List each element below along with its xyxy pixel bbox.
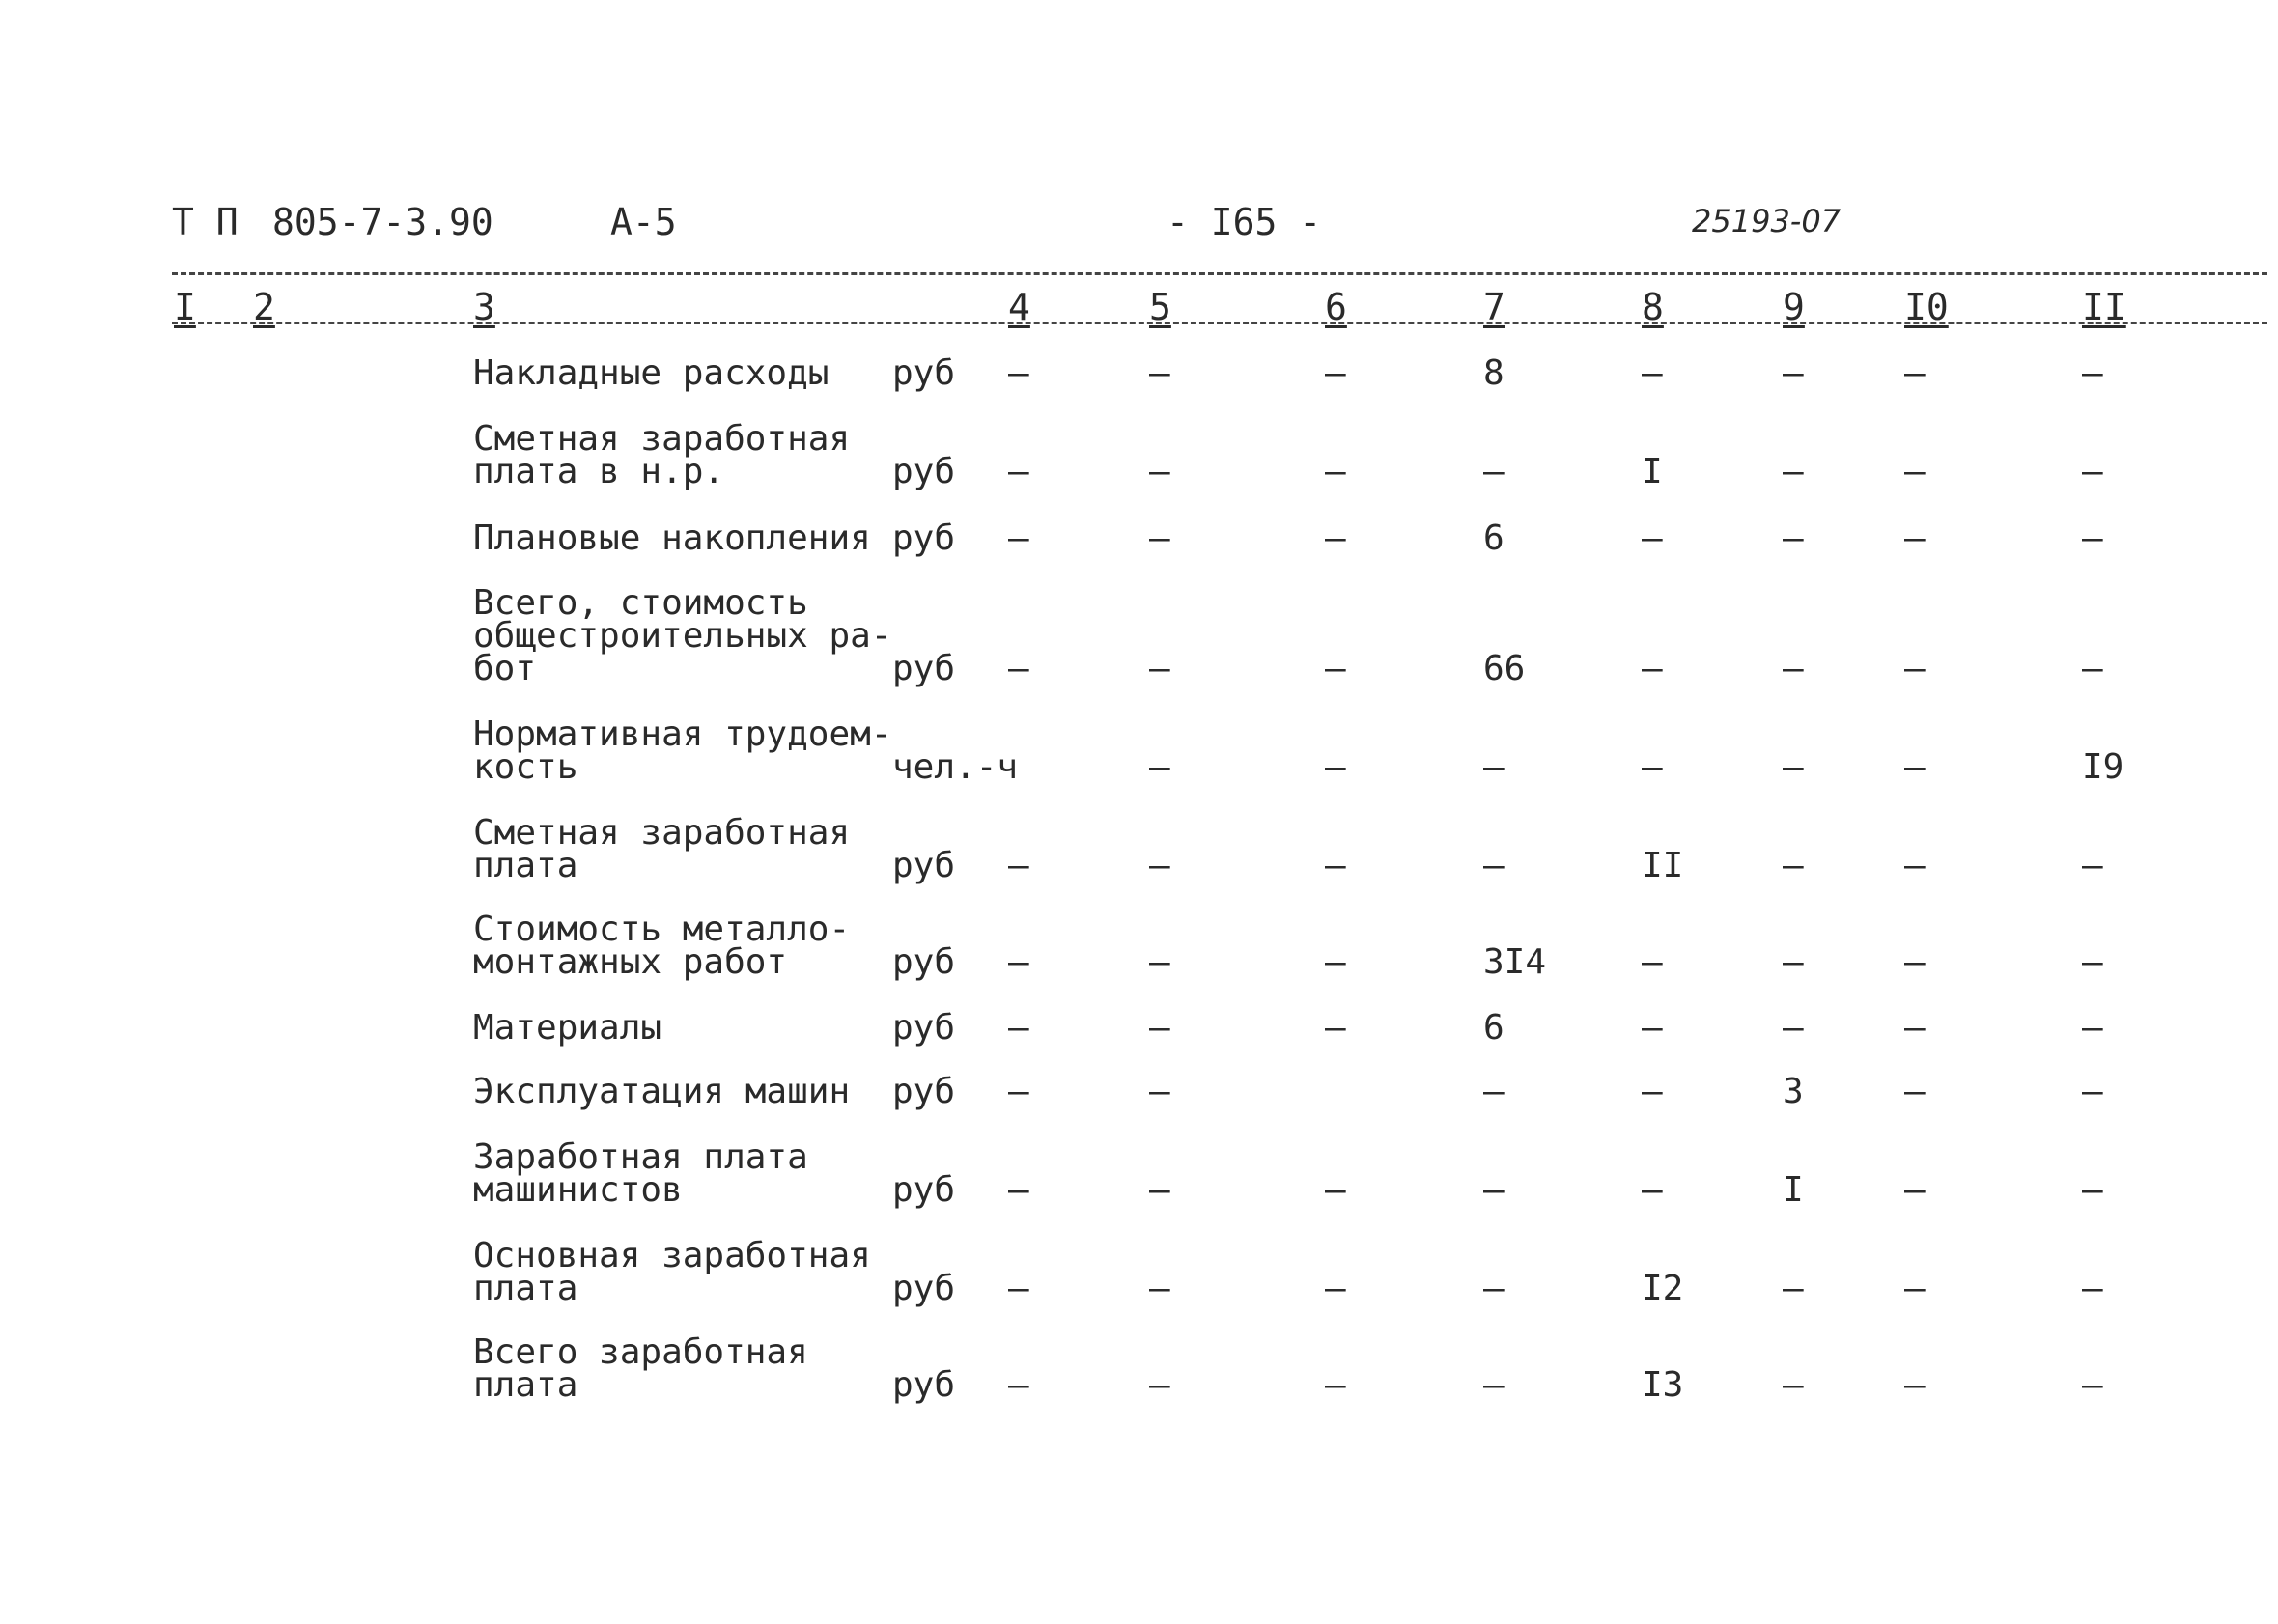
row-value-col-7: – bbox=[1483, 846, 1505, 885]
column-number: II bbox=[2082, 286, 2126, 328]
row-value-col-9: – bbox=[1783, 1008, 1804, 1048]
row-name-line: Сметная заработная bbox=[473, 813, 851, 853]
row-value-col-6: – bbox=[1325, 942, 1346, 982]
row-value-col-6: – bbox=[1325, 1008, 1346, 1048]
row-value-col-5: – bbox=[1149, 518, 1170, 558]
row-value-col-10: – bbox=[1904, 452, 1926, 491]
row-value-col-5: – bbox=[1149, 649, 1170, 688]
row-name-line: плата bbox=[473, 1269, 578, 1308]
row-name-line: Стоимость металло- bbox=[473, 910, 851, 949]
row-value-col-4: – bbox=[1008, 1072, 1029, 1111]
column-number: I0 bbox=[1904, 286, 1949, 328]
row-value-col-9: – bbox=[1783, 846, 1804, 885]
row-value-col-5: – bbox=[1149, 846, 1170, 885]
row-value-col-11: – bbox=[2082, 353, 2103, 393]
row-name-line: Заработная плата bbox=[473, 1137, 808, 1177]
row-unit: руб bbox=[892, 846, 956, 885]
column-number: 2 bbox=[253, 286, 275, 328]
doc-album: А-5 bbox=[610, 201, 677, 243]
row-unit: руб bbox=[892, 649, 956, 688]
row-name-line: плата bbox=[473, 846, 578, 885]
row-value-col-11: – bbox=[2082, 1008, 2103, 1048]
row-unit: руб bbox=[892, 353, 956, 393]
column-number: 6 bbox=[1325, 286, 1347, 328]
row-value-col-10: – bbox=[1904, 649, 1926, 688]
row-value-col-6: – bbox=[1325, 747, 1346, 787]
row-value-col-10: – bbox=[1904, 353, 1926, 393]
row-unit: руб bbox=[892, 1170, 956, 1210]
row-value-col-6: – bbox=[1325, 1365, 1346, 1405]
row-value-col-10: – bbox=[1904, 1365, 1926, 1405]
column-number: 5 bbox=[1149, 286, 1171, 328]
row-value-col-8: – bbox=[1642, 1008, 1663, 1048]
row-unit: руб bbox=[892, 518, 956, 558]
row-name-line: общестроительных ра- bbox=[473, 616, 892, 656]
row-value-col-10: – bbox=[1904, 1170, 1926, 1210]
row-value-col-11: – bbox=[2082, 846, 2103, 885]
row-name-line: бот bbox=[473, 649, 537, 688]
row-value-col-4: – bbox=[1008, 353, 1029, 393]
row-name-line: Плановые накопления bbox=[473, 518, 871, 558]
row-value-col-5: – bbox=[1149, 452, 1170, 491]
row-value-col-10: – bbox=[1904, 846, 1926, 885]
column-number: 9 bbox=[1783, 286, 1805, 328]
row-name-line: Нормативная трудоем- bbox=[473, 714, 892, 754]
row-value-col-11: – bbox=[2082, 942, 2103, 982]
row-name-line: Всего, стоимость bbox=[473, 583, 808, 623]
row-name-line: монтажных работ bbox=[473, 942, 788, 982]
row-value-col-8: – bbox=[1642, 1170, 1663, 1210]
row-unit: руб bbox=[892, 942, 956, 982]
row-value-col-9: – bbox=[1783, 353, 1804, 393]
row-name-line: Эксплуатация машин bbox=[473, 1072, 851, 1111]
row-value-col-4: – bbox=[1008, 518, 1029, 558]
row-value-col-5: – bbox=[1149, 1008, 1170, 1048]
row-value-col-11: – bbox=[2082, 1365, 2103, 1405]
row-unit: чел.-ч bbox=[892, 747, 1019, 787]
row-value-col-7: – bbox=[1483, 1365, 1505, 1405]
page-number: - I65 - bbox=[1167, 201, 1322, 243]
row-value-col-10: – bbox=[1904, 1008, 1926, 1048]
row-value-col-6: – bbox=[1325, 353, 1346, 393]
row-value-col-9: – bbox=[1783, 1269, 1804, 1308]
row-value-col-7: 3I4 bbox=[1483, 942, 1547, 982]
row-value-col-6: – bbox=[1325, 1170, 1346, 1210]
row-value-col-8: – bbox=[1642, 518, 1663, 558]
row-value-col-10: – bbox=[1904, 942, 1926, 982]
row-unit: руб bbox=[892, 1269, 956, 1308]
column-number: 7 bbox=[1483, 286, 1505, 328]
row-name-line: кость bbox=[473, 747, 578, 787]
row-value-col-4: – bbox=[1008, 1269, 1029, 1308]
row-value-col-7: – bbox=[1483, 1269, 1505, 1308]
column-number: 8 bbox=[1642, 286, 1664, 328]
row-value-col-5: – bbox=[1149, 747, 1170, 787]
row-unit: руб bbox=[892, 452, 956, 491]
row-value-col-5: – bbox=[1149, 1072, 1170, 1111]
row-value-col-8: II bbox=[1642, 846, 1684, 885]
row-value-col-4: – bbox=[1008, 846, 1029, 885]
row-unit: руб bbox=[892, 1072, 956, 1111]
row-value-col-9: – bbox=[1783, 649, 1804, 688]
row-name-line: Сметная заработная bbox=[473, 419, 851, 459]
row-value-col-5: – bbox=[1149, 1269, 1170, 1308]
row-value-col-5: – bbox=[1149, 1170, 1170, 1210]
row-value-col-11: – bbox=[2082, 518, 2103, 558]
handwritten-archive-number: 25193-07 bbox=[1692, 203, 1842, 239]
row-value-col-6: – bbox=[1325, 1269, 1346, 1308]
row-value-col-5: – bbox=[1149, 942, 1170, 982]
row-value-col-7: 6 bbox=[1483, 1008, 1505, 1048]
row-value-col-4: – bbox=[1008, 649, 1029, 688]
row-value-col-8: I2 bbox=[1642, 1269, 1684, 1308]
row-value-col-4: – bbox=[1008, 452, 1029, 491]
row-value-col-6: – bbox=[1325, 649, 1346, 688]
row-value-col-4: – bbox=[1008, 1365, 1029, 1405]
row-value-col-9: – bbox=[1783, 1365, 1804, 1405]
row-value-col-10: – bbox=[1904, 747, 1926, 787]
row-name-line: плата bbox=[473, 1365, 578, 1405]
row-value-col-6: – bbox=[1325, 846, 1346, 885]
row-name-line: Материалы bbox=[473, 1008, 662, 1048]
row-name-line: машинистов bbox=[473, 1170, 683, 1210]
row-value-col-11: – bbox=[2082, 649, 2103, 688]
row-value-col-4: – bbox=[1008, 942, 1029, 982]
row-value-col-7: 66 bbox=[1483, 649, 1526, 688]
row-value-col-10: – bbox=[1904, 1072, 1926, 1111]
row-value-col-10: – bbox=[1904, 1269, 1926, 1308]
row-unit: руб bbox=[892, 1008, 956, 1048]
row-value-col-10: – bbox=[1904, 518, 1926, 558]
row-value-col-9: – bbox=[1783, 452, 1804, 491]
doc-series: Т П bbox=[172, 201, 239, 243]
row-value-col-4: – bbox=[1008, 1170, 1029, 1210]
doc-code: 805-7-3.90 bbox=[272, 201, 493, 243]
row-value-col-7: – bbox=[1483, 452, 1505, 491]
row-value-col-9: – bbox=[1783, 518, 1804, 558]
column-number: 3 bbox=[473, 286, 495, 328]
row-name-line: Всего заработная bbox=[473, 1332, 808, 1372]
row-value-col-6: – bbox=[1325, 452, 1346, 491]
row-value-col-7: – bbox=[1483, 747, 1505, 787]
row-value-col-4: – bbox=[1008, 1008, 1029, 1048]
row-value-col-9: 3 bbox=[1783, 1072, 1804, 1111]
row-value-col-9: – bbox=[1783, 747, 1804, 787]
row-value-col-7: – bbox=[1483, 1072, 1505, 1111]
row-value-col-8: I3 bbox=[1642, 1365, 1684, 1405]
row-value-col-8: – bbox=[1642, 942, 1663, 982]
row-value-col-8: – bbox=[1642, 353, 1663, 393]
row-value-col-11: – bbox=[2082, 1170, 2103, 1210]
row-value-col-8: – bbox=[1642, 747, 1663, 787]
row-name-line: плата в н.р. bbox=[473, 452, 725, 491]
column-number: 4 bbox=[1008, 286, 1030, 328]
row-value-col-11: – bbox=[2082, 1269, 2103, 1308]
row-value-col-7: 8 bbox=[1483, 353, 1505, 393]
row-unit: руб bbox=[892, 1365, 956, 1405]
row-value-col-11: – bbox=[2082, 452, 2103, 491]
row-name-line: Накладные расходы bbox=[473, 353, 830, 393]
row-name bbox=[473, 1332, 808, 1405]
row-value-col-6: – bbox=[1325, 518, 1346, 558]
row-value-col-11: – bbox=[2082, 1072, 2103, 1111]
row-value-col-5: – bbox=[1149, 1365, 1170, 1405]
row-value-col-8: – bbox=[1642, 1072, 1663, 1111]
row-value-col-7: – bbox=[1483, 1170, 1505, 1210]
row-value-col-7: 6 bbox=[1483, 518, 1505, 558]
row-value-col-8: – bbox=[1642, 649, 1663, 688]
row-name-line: Основная заработная bbox=[473, 1236, 871, 1275]
row-value-col-9: – bbox=[1783, 942, 1804, 982]
row-value-col-8: I bbox=[1642, 452, 1663, 491]
row-value-col-5: – bbox=[1149, 353, 1170, 393]
column-number: I bbox=[174, 286, 196, 328]
row-value-col-9: I bbox=[1783, 1170, 1804, 1210]
row-value-col-11: I9 bbox=[2082, 747, 2124, 787]
